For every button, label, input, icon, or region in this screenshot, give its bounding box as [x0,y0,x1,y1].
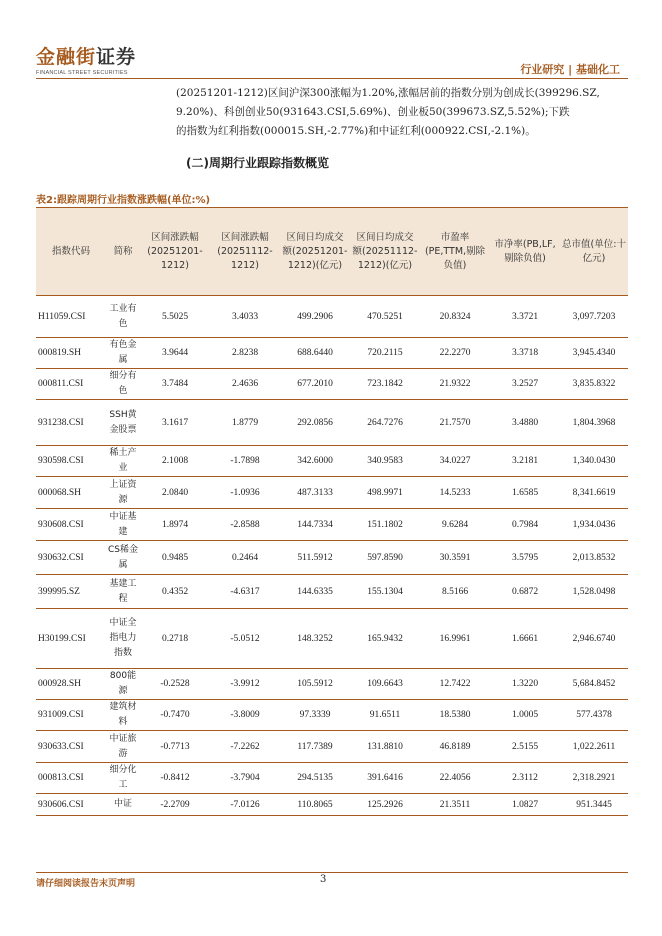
value-cell: 3.3718 [490,338,560,369]
value-cell: 2.3112 [490,763,560,794]
index-name-cell: 中证基建 [106,509,140,541]
value-cell: 342.6000 [280,446,350,477]
value-cell: -3.9912 [210,669,280,700]
index-name-cell: 上证资源 [106,477,140,509]
table-row [36,794,628,816]
header-cell: 指数代码 [36,208,106,296]
company-logo [36,42,136,76]
value-cell: -0.8412 [140,763,210,794]
index-code-cell: H30199.CSI [36,609,106,669]
table-row [36,731,628,763]
index-code-cell: 931238.CSI [36,400,106,446]
value-cell: 30.3591 [420,541,490,575]
paragraph-line: (20251201-1212)区间沪深300涨幅为1.20%,涨幅居前的指数分别为创成长(399296.SZ, [176,87,600,99]
value-cell: 8.5166 [420,575,490,609]
index-code-cell: 930632.CSI [36,541,106,575]
value-cell: 1,528.0498 [560,575,628,609]
value-cell: 125.2926 [350,794,420,816]
value-cell: 292.0856 [280,400,350,446]
value-cell: 151.1802 [350,509,420,541]
value-cell: 1.6661 [490,609,560,669]
value-cell: 951.3445 [560,794,628,816]
index-code-cell: 000819.SH [36,338,106,369]
value-cell: 1.0005 [490,700,560,731]
table-row [36,296,628,338]
value-cell: 21.7570 [420,400,490,446]
value-cell: 34.0227 [420,446,490,477]
value-cell: -0.2528 [140,669,210,700]
value-cell: 14.5233 [420,477,490,509]
header-cell: 区间日均成交额(20251112-1212)(亿元) [350,208,420,296]
value-cell: 677.2010 [280,369,350,400]
table-row [36,669,628,700]
index-name-cell: 基建工程 [106,575,140,609]
index-code-cell: H11059.CSI [36,296,106,338]
header-cell: 区间日均成交额(20251201-1212)(亿元) [280,208,350,296]
index-name-cell: 细分有色 [106,369,140,400]
value-cell: 110.8065 [280,794,350,816]
value-cell: 294.5135 [280,763,350,794]
value-cell: 723.1842 [350,369,420,400]
value-cell: 1.8779 [210,400,280,446]
report-category: 行业研究 | 基础化工 [520,63,620,76]
value-cell: 499.2906 [280,296,350,338]
value-cell: 144.7334 [280,509,350,541]
header-cell: 总市值(单位:十亿元) [560,208,628,296]
value-cell: 720.2115 [350,338,420,369]
value-cell: 3.3721 [490,296,560,338]
index-table-wrapper [36,207,628,816]
paragraph-line: 的指数为红利指数(000015.SH,-2.77%)和中证红利(000922.CSI,-2.1%)。 [176,125,536,137]
logo-text-sec: 证券 [96,46,137,68]
value-cell: 0.9485 [140,541,210,575]
value-cell: 1.0827 [490,794,560,816]
index-name-cell: 有色金属 [106,338,140,369]
header-cell: 市净率(PB,LF,剔除负值) [490,208,560,296]
value-cell: 148.3252 [280,609,350,669]
table-row [36,477,628,509]
value-cell: -7.0126 [210,794,280,816]
value-cell: 1,804.3968 [560,400,628,446]
value-cell: 22.2270 [420,338,490,369]
footer-disclaimer: 请仔细阅读报告末页声明 [36,879,136,889]
header-divider [36,78,628,79]
value-cell: 511.5912 [280,541,350,575]
value-cell: 2.8238 [210,338,280,369]
value-cell: -0.7713 [140,731,210,763]
paragraph-line: 9.20%)、科创创业50(931643.CSI,5.69%)、创业板50(399673.SZ,5.52%);下跌 [176,106,570,118]
value-cell: 2.0840 [140,477,210,509]
value-cell: 264.7276 [350,400,420,446]
value-cell: 1,340.0430 [560,446,628,477]
value-cell: -2.8588 [210,509,280,541]
value-cell: 1.6585 [490,477,560,509]
index-code-cell: 399995.SZ [36,575,106,609]
value-cell: 5.5025 [140,296,210,338]
logo-text-cn: 金融街 [36,46,97,68]
value-cell: 12.7422 [420,669,490,700]
value-cell: 498.9971 [350,477,420,509]
section-title: (二)周期行业跟踪指数概览 [186,156,329,170]
table-row [36,575,628,609]
value-cell: 18.5380 [420,700,490,731]
header-cell: 区间涨跌幅(20251112-1212) [210,208,280,296]
index-name-cell: 800能源 [106,669,140,700]
value-cell: 155.1304 [350,575,420,609]
index-code-cell: 931009.CSI [36,700,106,731]
header-cell: 简称 [106,208,140,296]
index-name-cell: 中证 [106,794,140,816]
value-cell: 2,013.8532 [560,541,628,575]
value-cell: -1.7898 [210,446,280,477]
value-cell: -3.8009 [210,700,280,731]
index-code-cell: 930598.CSI [36,446,106,477]
value-cell: 688.6440 [280,338,350,369]
index-code-cell: 930633.CSI [36,731,106,763]
value-cell: 22.4056 [420,763,490,794]
value-cell: 3.1617 [140,400,210,446]
index-name-cell: CS稀金属 [106,541,140,575]
index-name-cell: 中证全指电力指数 [106,609,140,669]
value-cell: 3.7484 [140,369,210,400]
value-cell: 2,318.2921 [560,763,628,794]
value-cell: -2.2709 [140,794,210,816]
value-cell: 1.3220 [490,669,560,700]
value-cell: -7.2262 [210,731,280,763]
value-cell: 5,684.8452 [560,669,628,700]
table-row [36,400,628,446]
index-name-cell: 中证旅游 [106,731,140,763]
table-caption: 表2:跟踪周期行业指数涨跌幅(单位:%) [36,195,211,206]
value-cell: 470.5251 [350,296,420,338]
value-cell: 2.5155 [490,731,560,763]
index-code-cell: 930608.CSI [36,509,106,541]
value-cell: 20.8324 [420,296,490,338]
page-header [0,0,662,80]
value-cell: 16.9961 [420,609,490,669]
value-cell: 340.9583 [350,446,420,477]
value-cell: 3.2181 [490,446,560,477]
value-cell: 391.6416 [350,763,420,794]
value-cell: 131.8810 [350,731,420,763]
value-cell: 3.9644 [140,338,210,369]
value-cell: 91.6511 [350,700,420,731]
value-cell: 21.9322 [420,369,490,400]
table-row [36,609,628,669]
index-name-cell: 稀土产业 [106,446,140,477]
header-cell: 市盈率(PE,TTM,剔除负值) [420,208,490,296]
index-name-cell: 工业有色 [106,296,140,338]
table-row [36,763,628,794]
value-cell: 487.3133 [280,477,350,509]
table-header-row [36,208,628,296]
index-code-cell: 000811.CSI [36,369,106,400]
footer-divider [36,872,628,873]
index-name-cell: 细分化工 [106,763,140,794]
header-cell: 区间涨跌幅(20251201-1212) [140,208,210,296]
table-body [36,296,628,816]
value-cell: 9.6284 [420,509,490,541]
value-cell: 0.2464 [210,541,280,575]
value-cell: 144.6335 [280,575,350,609]
value-cell: 0.6872 [490,575,560,609]
index-code-cell: 000813.CSI [36,763,106,794]
value-cell: 3.4033 [210,296,280,338]
value-cell: 21.3511 [420,794,490,816]
value-cell: 3,835.8322 [560,369,628,400]
value-cell: -5.0512 [210,609,280,669]
value-cell: -4.6317 [210,575,280,609]
value-cell: 97.3339 [280,700,350,731]
table-row [36,446,628,477]
table-row [36,338,628,369]
page-number: 3 [320,874,327,885]
value-cell: -3.7904 [210,763,280,794]
value-cell: 1.8974 [140,509,210,541]
value-cell: -1.0936 [210,477,280,509]
table-row [36,700,628,731]
value-cell: 3,097.7203 [560,296,628,338]
index-code-cell: 930606.CSI [36,794,106,816]
value-cell: 117.7389 [280,731,350,763]
value-cell: 1,934.0436 [560,509,628,541]
value-cell: 3.5795 [490,541,560,575]
value-cell: 2.1008 [140,446,210,477]
logo-text-en: FINANCIAL STREET SECURITIES [36,70,128,76]
index-code-cell: 000928.SH [36,669,106,700]
value-cell: 3,945.4340 [560,338,628,369]
value-cell: 2,946.6740 [560,609,628,669]
value-cell: 109.6643 [350,669,420,700]
value-cell: 165.9432 [350,609,420,669]
index-table [36,207,628,816]
value-cell: 2.4636 [210,369,280,400]
value-cell: 597.8590 [350,541,420,575]
index-name-cell: 建筑材料 [106,700,140,731]
value-cell: 105.5912 [280,669,350,700]
index-name-cell: SSH黄金股票 [106,400,140,446]
value-cell: -0.7470 [140,700,210,731]
value-cell: 0.7984 [490,509,560,541]
value-cell: 8,341.6619 [560,477,628,509]
value-cell: 577.4378 [560,700,628,731]
value-cell: 3.2527 [490,369,560,400]
value-cell: 1,022.2611 [560,731,628,763]
table-row [36,369,628,400]
value-cell: 0.2718 [140,609,210,669]
value-cell: 3.4880 [490,400,560,446]
table-row [36,541,628,575]
value-cell: 0.4352 [140,575,210,609]
index-code-cell: 000068.SH [36,477,106,509]
summary-paragraph [176,84,631,141]
value-cell: 46.8189 [420,731,490,763]
table-row [36,509,628,541]
